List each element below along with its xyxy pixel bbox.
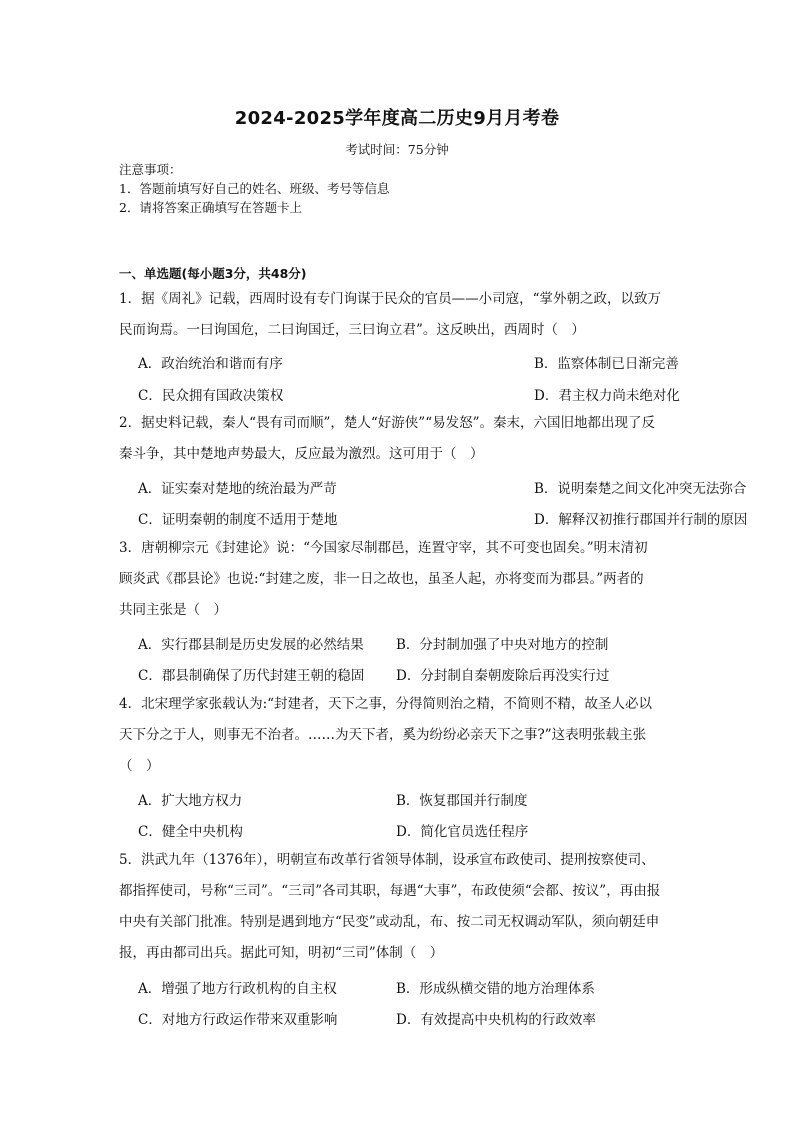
option-d: D．君主权力尚未绝对化 bbox=[534, 388, 680, 404]
question-line: 顾炎武《郡县论》也说:“封建之废，非一日之故也，虽圣人起，亦将变而为郡县。”两者的 bbox=[119, 571, 644, 587]
question-1 bbox=[119, 284, 679, 346]
option-b: B．形成纵横交错的地方治理体系 bbox=[396, 981, 595, 997]
option-a: A．实行郡县制是历史发展的必然结果 bbox=[138, 637, 364, 653]
note-item: 1．答题前填写好自己的姓名、班级、考号等信息 bbox=[119, 181, 390, 196]
option-d: D．简化官员选任程序 bbox=[396, 824, 529, 840]
option-d: D．分封制自秦朝废除后再没实行过 bbox=[396, 668, 610, 684]
option-a: A．增强了地方行政机构的自主权 bbox=[138, 981, 337, 997]
option-d: D．有效提高中央机构的行政效率 bbox=[396, 1012, 596, 1028]
question-line: 5．洪武九年（1376年），明朝宣布改革行省领导体制，设承宣布政使司、提刑按察使司、 bbox=[119, 852, 655, 868]
question-line: 2．据史料记载，秦人“畏有司而顺”，楚人“好游侠”“易发怒”。秦末，六国旧地都出现了反 bbox=[119, 415, 655, 431]
notes-heading: 注意事项： bbox=[119, 162, 182, 177]
question-5 bbox=[119, 845, 679, 969]
option-c: C．健全中央机构 bbox=[138, 824, 243, 840]
question-line: 秦斗争，其中楚地声势最大，反应最为激烈。这可用于（ ） bbox=[119, 446, 484, 462]
question-line: 天下分之于人，则事无不治者。……为天下者，奚为纷纷必亲天下之事?”这表明张载主张 bbox=[119, 727, 647, 743]
question-line: 4．北宋理学家张载认为:“封建者，天下之事，分得简则治之精，不简则不精，故圣人必以 bbox=[119, 696, 653, 712]
option-b: B．监察体制已日渐完善 bbox=[534, 356, 679, 372]
option-c: C．民众拥有国政决策权 bbox=[138, 388, 284, 404]
note-item: 2．请将答案正确填写在答题卡上 bbox=[119, 200, 302, 215]
question-line: 中央有关部门批准。特别是遇到地方“民变”或动乱，布、按二司无权调动军队，须向朝廷申 bbox=[119, 914, 660, 930]
option-b: B．分封制加强了中央对地方的控制 bbox=[396, 637, 609, 653]
option-b: B．恢复郡国并行制度 bbox=[396, 793, 528, 809]
question-2 bbox=[119, 408, 679, 470]
option-d: D．解释汉初推行郡国并行制的原因 bbox=[534, 512, 748, 528]
option-c: C．证明秦朝的制度不适用于楚地 bbox=[138, 512, 338, 528]
question-line: 共同主张是（ ） bbox=[119, 602, 227, 618]
exam-time: 考试时间：75分钟 bbox=[345, 142, 449, 157]
option-c: C．郡县制确保了历代封建王朝的稳固 bbox=[138, 668, 365, 684]
option-a: A．政治统治和谐而有序 bbox=[138, 356, 283, 372]
question-line: 3．唐朝柳宗元《封建论》说：“今国家尽制郡邑，连置守宰，其不可变也固矣。”明末清初 bbox=[119, 540, 648, 556]
question-line: 报，再由都司出兵。据此可知，明初“三司”体制（ ） bbox=[119, 945, 444, 961]
option-a: A．扩大地方权力 bbox=[138, 793, 243, 809]
question-line: 都指挥使司，号称“三司”。“三司”各司其职，每遇“大事”，布政使须“会都、按议”，再由报 bbox=[119, 883, 661, 899]
question-line: 1．据《周礼》记载，西周时设有专门询谋于民众的官员——小司寇，“掌外朝之政，以致万 bbox=[119, 291, 661, 307]
question-line: （ ） bbox=[119, 758, 160, 774]
question-3 bbox=[119, 533, 679, 626]
option-a: A．证实秦对楚地的统治最为严苛 bbox=[138, 481, 337, 497]
exam-title: 2024-2025学年度高二历史9月月考卷 bbox=[234, 108, 560, 129]
question-4 bbox=[119, 689, 679, 782]
question-line: 民而询焉。一曰询国危，二曰询国迁，三曰询立君”。这反映出，西周时（ ） bbox=[119, 322, 585, 338]
option-b: B．说明秦楚之间文化冲突无法弥合 bbox=[534, 481, 747, 497]
section-title: 一、单选题(每小题3分，共48分) bbox=[119, 266, 307, 281]
notes-block bbox=[119, 160, 389, 217]
option-c: C．对地方行政运作带来双重影响 bbox=[138, 1012, 338, 1028]
